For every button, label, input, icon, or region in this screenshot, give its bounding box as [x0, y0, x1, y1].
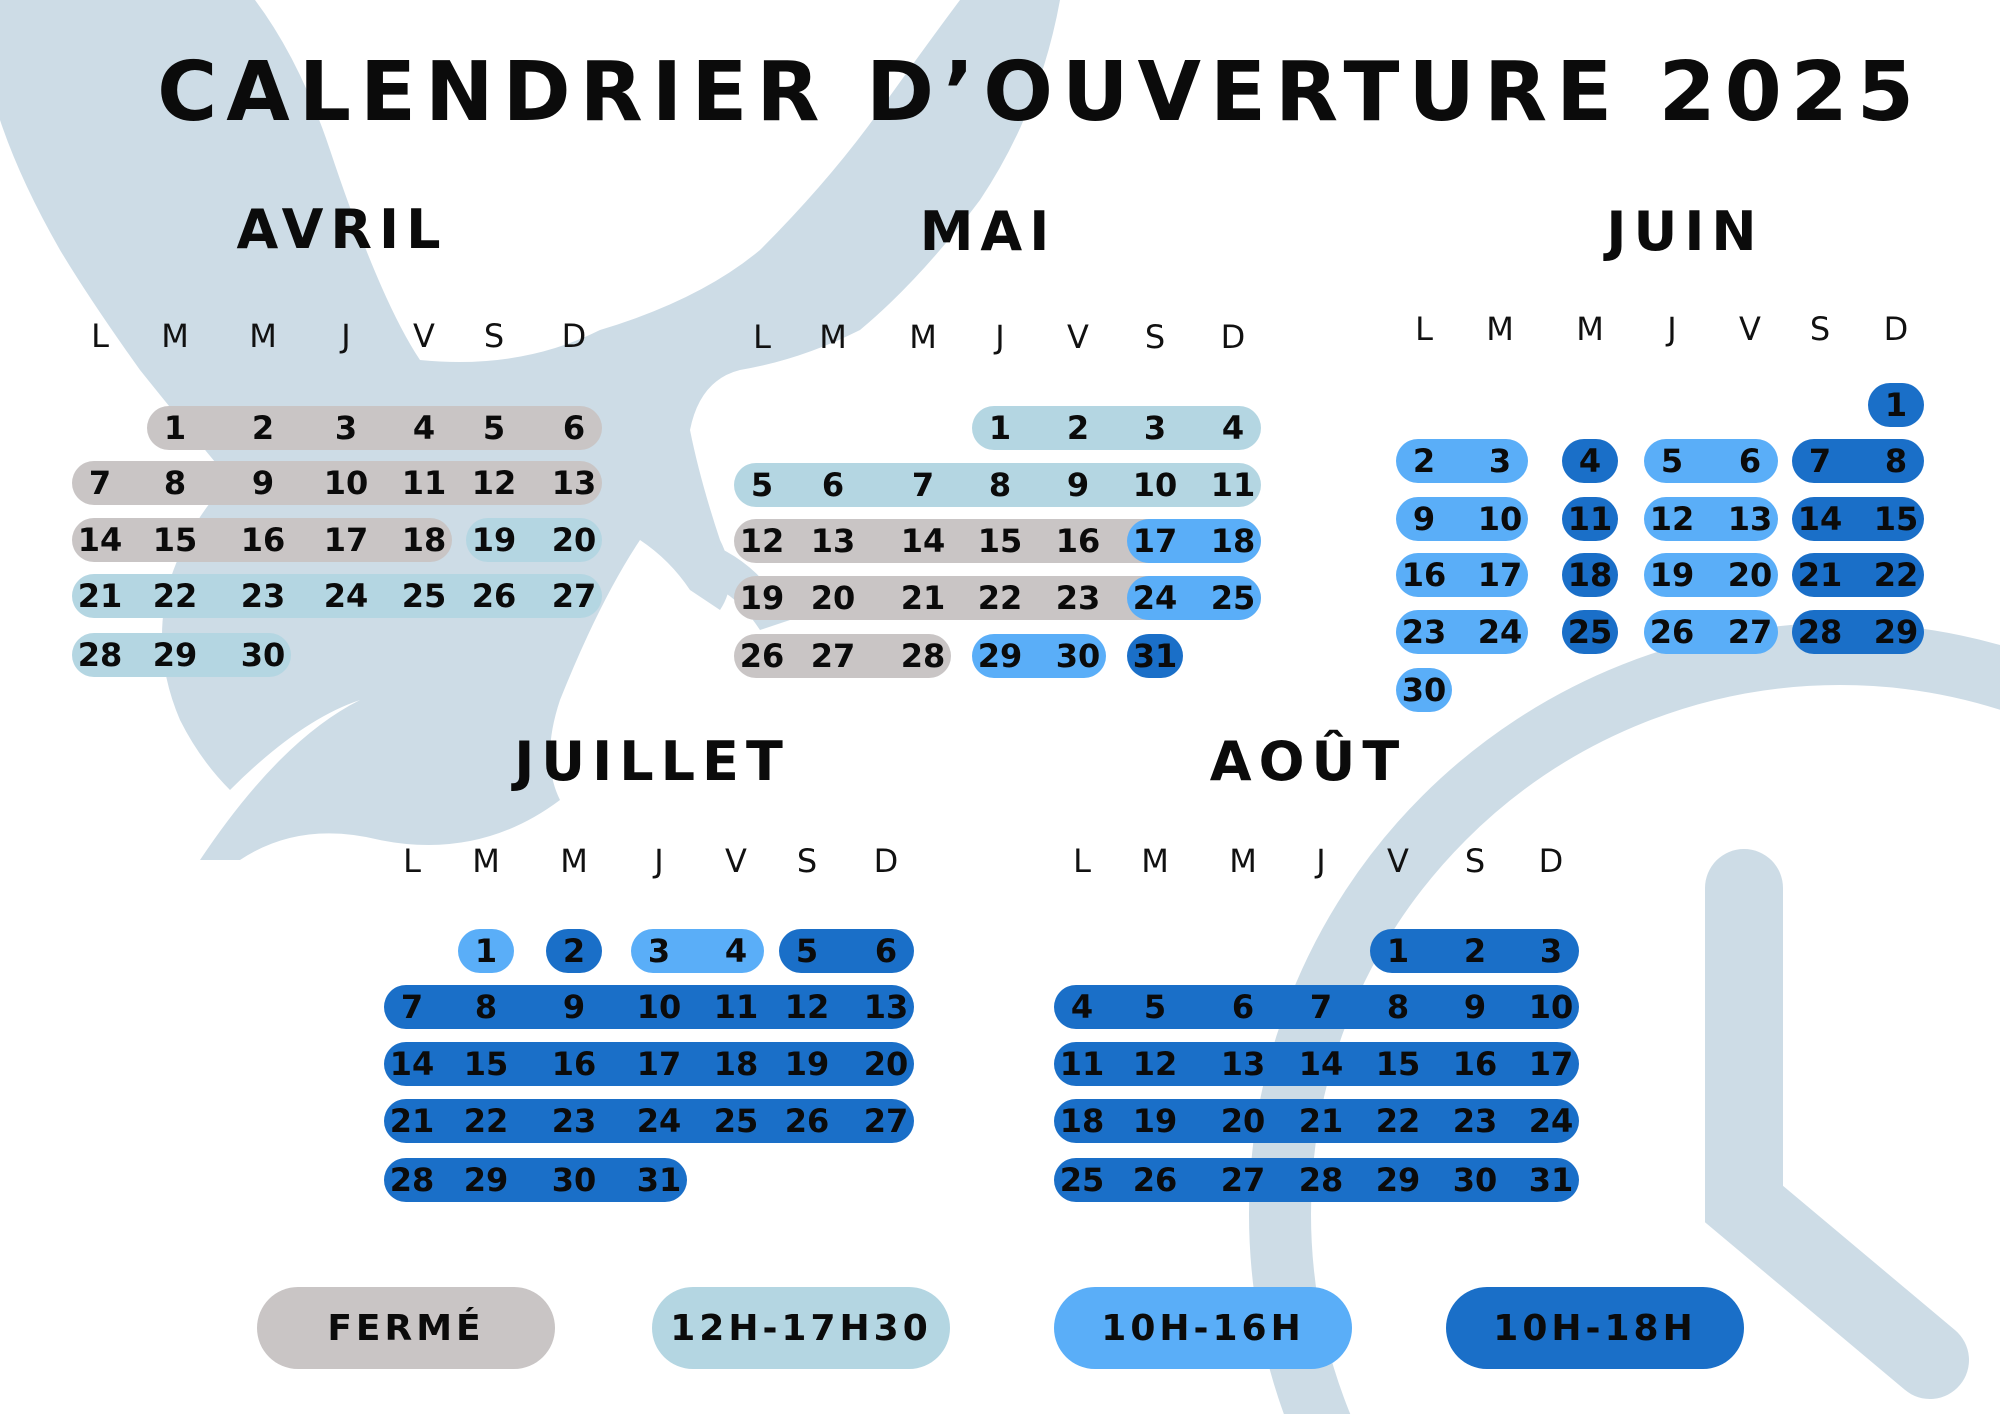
day-cell: 10: [1132, 466, 1178, 504]
day-cell: 25: [401, 577, 447, 615]
day-cell: 27: [1220, 1161, 1266, 1199]
weekday-label: D: [873, 842, 899, 880]
day-cell: 14: [1298, 1045, 1344, 1083]
day-cell: 12: [739, 522, 785, 560]
weekday-label: V: [1387, 842, 1409, 880]
day-cell: 13: [810, 522, 856, 560]
weekday-label: S: [1809, 310, 1831, 348]
day-cell: 4: [1070, 988, 1094, 1026]
day-cell: 7: [400, 988, 424, 1026]
day-cell: 27: [1727, 613, 1773, 651]
day-cell: 21: [900, 579, 946, 617]
day-cell: 14: [77, 521, 123, 559]
weekday-label: J: [654, 842, 664, 880]
day-cell: 20: [1727, 556, 1773, 594]
day-cell: 19: [471, 521, 517, 559]
day-cell: 15: [463, 1045, 509, 1083]
day-cell: 28: [1298, 1161, 1344, 1199]
day-cell: 23: [1452, 1102, 1498, 1140]
weekday-label: M: [819, 318, 847, 356]
day-cell: 26: [784, 1102, 830, 1140]
weekday-label: M: [472, 842, 500, 880]
day-cell: 24: [636, 1102, 682, 1140]
day-cell: 2: [1463, 932, 1487, 970]
day-cell: 15: [977, 522, 1023, 560]
day-cell: 18: [1567, 556, 1613, 594]
day-cell: 6: [1231, 988, 1255, 1026]
day-cell: 3: [334, 409, 358, 447]
day-cell: 29: [1873, 613, 1919, 651]
day-cell: 5: [795, 932, 819, 970]
day-cell: 22: [1873, 556, 1919, 594]
day-cell: 16: [1452, 1045, 1498, 1083]
day-cell: 3: [647, 932, 671, 970]
weekday-label: L: [1073, 842, 1091, 880]
day-cell: 24: [323, 577, 369, 615]
legend-item-medium: 10H-16H: [1054, 1287, 1352, 1369]
day-cell: 24: [1477, 613, 1523, 651]
day-cell: 2: [1066, 409, 1090, 447]
day-cell: 2: [251, 409, 275, 447]
day-cell: 13: [863, 988, 909, 1026]
day-cell: 28: [1797, 613, 1843, 651]
day-cell: 20: [863, 1045, 909, 1083]
day-cell: 4: [412, 409, 436, 447]
weekday-label: J: [1316, 842, 1326, 880]
day-cell: 22: [152, 577, 198, 615]
day-cell: 30: [1401, 671, 1447, 709]
day-cell: 1: [474, 932, 498, 970]
day-cell: 29: [152, 636, 198, 674]
day-cell: 11: [1059, 1045, 1105, 1083]
day-cell: 15: [1873, 500, 1919, 538]
day-cell: 4: [1221, 409, 1245, 447]
day-cell: 8: [163, 464, 187, 502]
day-cell: 22: [1375, 1102, 1421, 1140]
weekday-label: S: [483, 317, 505, 355]
day-cell: 18: [1210, 522, 1256, 560]
day-cell: 25: [1210, 579, 1256, 617]
weekday-label: M: [161, 317, 189, 355]
day-cell: 30: [1055, 637, 1101, 675]
day-cell: 27: [810, 637, 856, 675]
weekday-label: S: [1144, 318, 1166, 356]
day-cell: 15: [1375, 1045, 1421, 1083]
day-cell: 23: [551, 1102, 597, 1140]
day-cell: 3: [1488, 442, 1512, 480]
weekday-label: M: [249, 317, 277, 355]
day-cell: 9: [562, 988, 586, 1026]
weekday-label: M: [1576, 310, 1604, 348]
day-cell: 30: [240, 636, 286, 674]
day-cell: 23: [1401, 613, 1447, 651]
day-cell: 1: [163, 409, 187, 447]
weekday-label: M: [1229, 842, 1257, 880]
day-cell: 23: [1055, 579, 1101, 617]
day-cell: 10: [1477, 500, 1523, 538]
day-cell: 28: [900, 637, 946, 675]
day-cell: 6: [821, 466, 845, 504]
legend-item-dark: 10H-18H: [1446, 1287, 1744, 1369]
day-cell: 11: [1210, 466, 1256, 504]
day-cell: 1: [988, 409, 1012, 447]
legend-item-closed: FERMÉ: [257, 1287, 555, 1369]
day-cell: 13: [1727, 500, 1773, 538]
weekday-label: V: [1067, 318, 1089, 356]
day-cell: 7: [88, 464, 112, 502]
day-cell: 17: [636, 1045, 682, 1083]
day-cell: 28: [77, 636, 123, 674]
day-cell: 26: [1132, 1161, 1178, 1199]
weekday-label: J: [995, 318, 1005, 356]
day-cell: 3: [1539, 932, 1563, 970]
weekday-label: L: [91, 317, 109, 355]
day-cell: 7: [911, 466, 935, 504]
day-cell: 21: [1298, 1102, 1344, 1140]
day-cell: 28: [389, 1161, 435, 1199]
day-cell: 11: [1567, 500, 1613, 538]
month-name: JUIN: [1606, 200, 1764, 263]
day-cell: 25: [713, 1102, 759, 1140]
weekday-label: D: [1220, 318, 1246, 356]
day-cell: 31: [1132, 637, 1178, 675]
day-cell: 16: [551, 1045, 597, 1083]
day-cell: 22: [463, 1102, 509, 1140]
weekday-label: M: [560, 842, 588, 880]
day-cell: 17: [1528, 1045, 1574, 1083]
day-cell: 20: [810, 579, 856, 617]
day-cell: 11: [401, 464, 447, 502]
day-cell: 18: [1059, 1102, 1105, 1140]
day-cell: 20: [551, 521, 597, 559]
weekday-label: M: [909, 318, 937, 356]
day-cell: 9: [1066, 466, 1090, 504]
weekday-label: S: [796, 842, 818, 880]
day-cell: 30: [551, 1161, 597, 1199]
legend-item-light: 12H-17H30: [652, 1287, 950, 1369]
day-cell: 29: [977, 637, 1023, 675]
day-cell: 6: [1738, 442, 1762, 480]
day-cell: 16: [1401, 556, 1447, 594]
day-cell: 1: [1884, 386, 1908, 424]
weekday-label: J: [1667, 310, 1677, 348]
day-cell: 14: [389, 1045, 435, 1083]
day-cell: 5: [750, 466, 774, 504]
day-cell: 23: [240, 577, 286, 615]
day-cell: 5: [482, 409, 506, 447]
weekday-label: V: [725, 842, 747, 880]
day-cell: 12: [1132, 1045, 1178, 1083]
day-cell: 1: [1386, 932, 1410, 970]
day-cell: 29: [1375, 1161, 1421, 1199]
day-cell: 14: [900, 522, 946, 560]
day-cell: 8: [1386, 988, 1410, 1026]
day-cell: 5: [1660, 442, 1684, 480]
day-cell: 7: [1808, 442, 1832, 480]
day-cell: 6: [874, 932, 898, 970]
day-cell: 13: [551, 464, 597, 502]
month-name: JUILLET: [514, 730, 790, 793]
day-cell: 26: [739, 637, 785, 675]
day-cell: 21: [1797, 556, 1843, 594]
day-cell: 19: [1649, 556, 1695, 594]
day-cell: 24: [1132, 579, 1178, 617]
weekday-label: V: [1739, 310, 1761, 348]
day-cell: 9: [1412, 500, 1436, 538]
day-cell: 13: [1220, 1045, 1266, 1083]
weekday-label: D: [1883, 310, 1909, 348]
schedule-band-closed: [147, 406, 602, 450]
weekday-label: V: [413, 317, 435, 355]
day-cell: 22: [977, 579, 1023, 617]
day-cell: 25: [1059, 1161, 1105, 1199]
weekday-label: L: [753, 318, 771, 356]
day-cell: 12: [1649, 500, 1695, 538]
day-cell: 10: [323, 464, 369, 502]
day-cell: 16: [240, 521, 286, 559]
day-cell: 31: [636, 1161, 682, 1199]
weekday-label: M: [1141, 842, 1169, 880]
day-cell: 12: [784, 988, 830, 1026]
day-cell: 14: [1797, 500, 1843, 538]
day-cell: 9: [251, 464, 275, 502]
day-cell: 26: [471, 577, 517, 615]
weekday-label: J: [341, 317, 351, 355]
day-cell: 4: [724, 932, 748, 970]
day-cell: 12: [471, 464, 517, 502]
day-cell: 10: [636, 988, 682, 1026]
day-cell: 17: [1132, 522, 1178, 560]
weekday-label: L: [1415, 310, 1433, 348]
day-cell: 21: [77, 577, 123, 615]
weekday-label: D: [1538, 842, 1564, 880]
day-cell: 19: [739, 579, 785, 617]
day-cell: 20: [1220, 1102, 1266, 1140]
month-name: AVRIL: [236, 198, 448, 261]
weekday-label: S: [1464, 842, 1486, 880]
day-cell: 18: [401, 521, 447, 559]
day-cell: 26: [1649, 613, 1695, 651]
day-cell: 5: [1143, 988, 1167, 1026]
day-cell: 6: [562, 409, 586, 447]
page-title: CALENDRIER D’OUVERTURE 2025: [157, 45, 1923, 140]
day-cell: 11: [713, 988, 759, 1026]
day-cell: 30: [1452, 1161, 1498, 1199]
weekday-label: D: [561, 317, 587, 355]
schedule-band-light: [972, 406, 1261, 450]
day-cell: 2: [562, 932, 586, 970]
day-cell: 21: [389, 1102, 435, 1140]
day-cell: 18: [713, 1045, 759, 1083]
weekday-label: L: [403, 842, 421, 880]
day-cell: 16: [1055, 522, 1101, 560]
month-name: AOÛT: [1209, 730, 1407, 793]
day-cell: 4: [1578, 442, 1602, 480]
day-cell: 19: [1132, 1102, 1178, 1140]
day-cell: 19: [784, 1045, 830, 1083]
day-cell: 29: [463, 1161, 509, 1199]
day-cell: 8: [474, 988, 498, 1026]
day-cell: 7: [1309, 988, 1333, 1026]
day-cell: 25: [1567, 613, 1613, 651]
weekday-label: M: [1486, 310, 1514, 348]
day-cell: 15: [152, 521, 198, 559]
day-cell: 17: [323, 521, 369, 559]
day-cell: 9: [1463, 988, 1487, 1026]
day-cell: 27: [551, 577, 597, 615]
day-cell: 17: [1477, 556, 1523, 594]
day-cell: 24: [1528, 1102, 1574, 1140]
day-cell: 2: [1412, 442, 1436, 480]
day-cell: 27: [863, 1102, 909, 1140]
day-cell: 31: [1528, 1161, 1574, 1199]
day-cell: 8: [988, 466, 1012, 504]
day-cell: 10: [1528, 988, 1574, 1026]
month-name: MAI: [919, 200, 1057, 263]
day-cell: 8: [1884, 442, 1908, 480]
day-cell: 3: [1143, 409, 1167, 447]
